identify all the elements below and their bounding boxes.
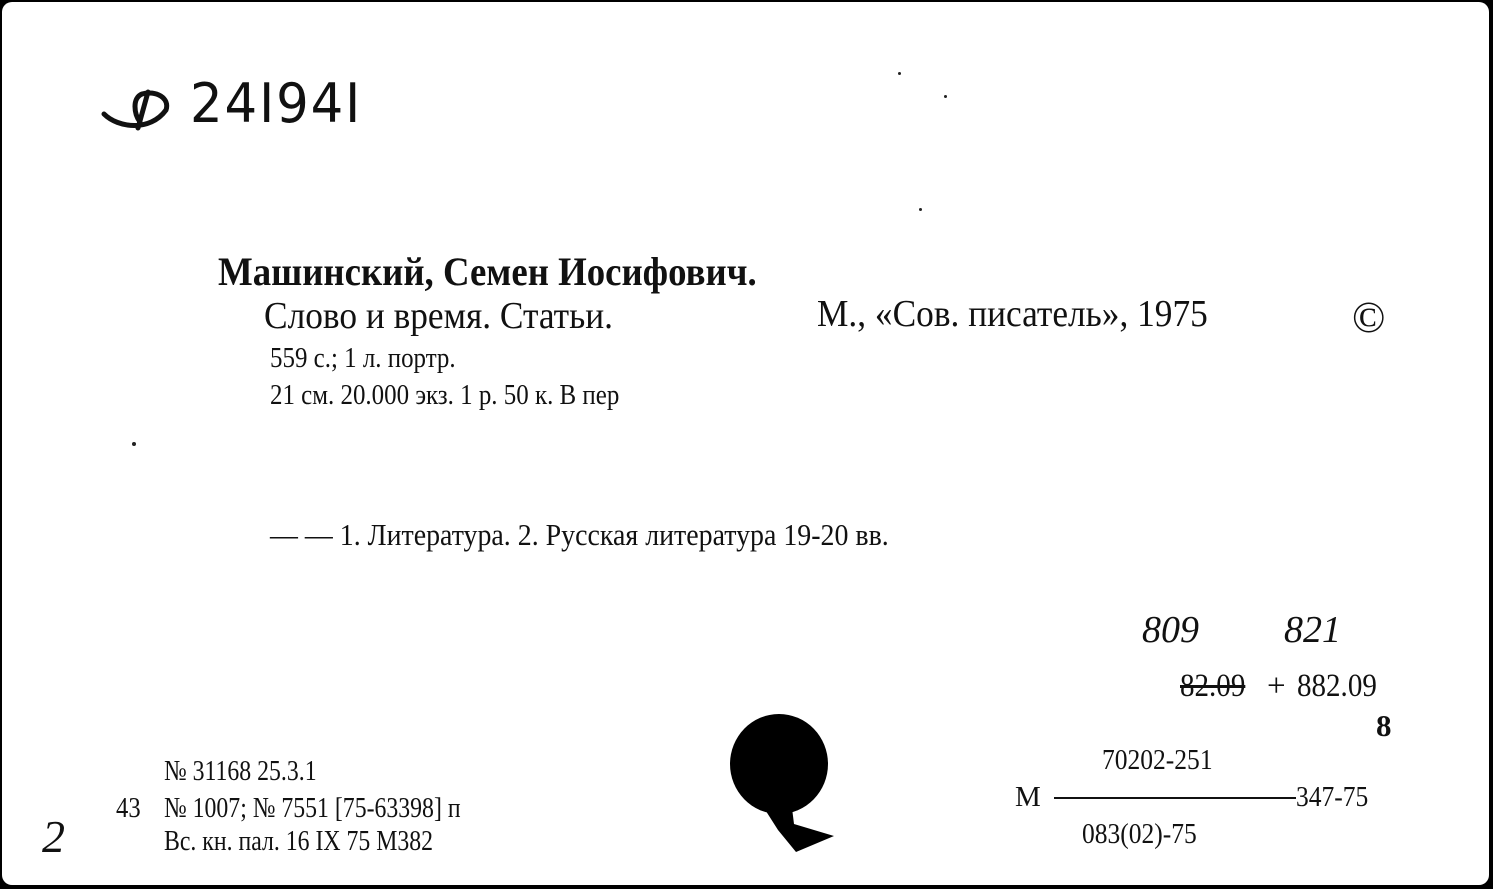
classification-code: 882.09 (1297, 668, 1377, 704)
catalog-card (2, 2, 1489, 885)
punch-hole-icon (724, 712, 840, 858)
price-code-letter: М (1015, 781, 1041, 813)
format-line: 21 см. 20.000 экз. 1 р. 50 к. В пер (270, 379, 620, 411)
classification-plus: + (1267, 668, 1286, 704)
edition-number: 43 (116, 792, 141, 824)
copyright-icon: © (1352, 293, 1386, 342)
classification-sub: 8 (1376, 708, 1392, 743)
speck (898, 72, 901, 75)
handwritten-bottom-mark: 2 (42, 811, 65, 862)
price-code-divider (1054, 797, 1296, 799)
imprint: М., «Сов. писатель», 1975 (817, 293, 1208, 335)
speck (944, 95, 947, 98)
author-heading: Машинский, Семен Иосифович. (218, 249, 757, 294)
handwritten-index-2: 821 (1284, 609, 1341, 651)
handwritten-index-1: 809 (1142, 609, 1199, 651)
speck (919, 208, 922, 211)
speck (132, 442, 136, 446)
registry-line: № 1007; № 7551 [75-63398] п (164, 792, 461, 824)
chamber-line: Вс. кн. пал. 16 IX 75 М382 (164, 825, 434, 857)
handwritten-mark-icon (98, 84, 178, 134)
price-code-denominator: 083(02)-75 (1082, 818, 1197, 850)
price-code-right: 347-75 (1296, 781, 1369, 813)
struck-classification-code: 82.09 (1180, 668, 1246, 704)
price-code-numerator: 70202-251 (1102, 744, 1213, 776)
pagination-line: 559 с.; 1 л. портр. (270, 342, 456, 374)
inventory-number: 24I94I (190, 72, 363, 135)
subjects-line: — — 1. Литература. 2. Русская литература 19-20 вв. (270, 517, 889, 552)
order-line: № 31168 25.3.1 (164, 755, 317, 787)
title-line: Слово и время. Статьи. (264, 295, 613, 337)
